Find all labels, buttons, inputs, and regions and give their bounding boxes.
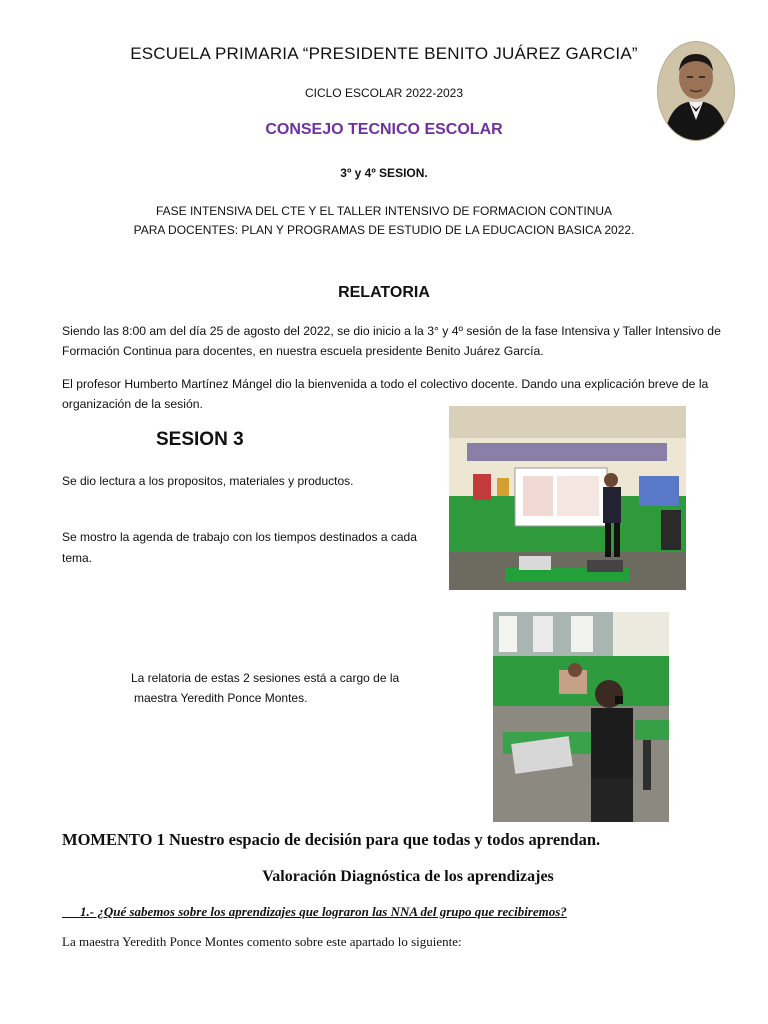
phase-description — [0, 202, 768, 240]
relatoria-title: RELATORIA — [338, 284, 430, 301]
diagnostic-question: 1.- ¿Qué sabemos sobre los aprendizajes que lograron las NNA del grupo que recibiremos? — [80, 904, 567, 919]
phase-line-1: FASE INTENSIVA DEL CTE Y EL TALLER INTENSIVO DE FORMACION CONTINUA — [155, 204, 613, 218]
relatoria-paragraph-1: Siendo las 8:00 am del día 25 de agosto del 2022, se dio inicio a la 3° y 4º sesión de la fase Intensiva y Taller Intensivo de Formación Continua para docentes, en nuestra escuela presidente Benito Juárez García. — [62, 324, 721, 358]
phase-line-2: PARA DOCENTES: PLAN Y PROGRAMAS DE ESTUDIO DE LA EDUCACION BASICA 2022. — [133, 223, 635, 237]
sesion-3-title: SESION 3 — [156, 429, 244, 450]
valoracion-subtitle: Valoración Diagnóstica de los aprendizajes — [262, 868, 554, 885]
sesion-3-item-1: Se dio lectura a los propositos, materiales y productos. — [62, 474, 354, 488]
session-label: 3º y 4º SESION. — [340, 166, 428, 180]
school-cycle: CICLO ESCOLAR 2022-2023 — [304, 86, 464, 100]
classroom-presentation-photo — [449, 406, 686, 590]
teachers-working-photo — [493, 612, 669, 822]
relatoria-note — [131, 668, 431, 708]
momento-text: La maestra Yeredith Ponce Montes comento sobre este apartado lo siguiente: — [62, 934, 462, 949]
council-title: CONSEJO TECNICO ESCOLAR — [265, 121, 503, 138]
sesion-3-item-2: Se mostro la agenda de trabajo con los tiempos destinados a cada tema. — [62, 530, 417, 565]
relatoria-note-line-1: La relatoria de estas 2 sesiones está a cargo de la — [131, 671, 400, 685]
question-underline-lead — [62, 917, 80, 918]
relatoria-paragraph-2: El profesor Humberto Martínez Mángel dio la bienvenida a todo el colectivo docente. Dando una explicación breve de la organización de la sesión. — [62, 377, 709, 411]
benito-juarez-portrait — [657, 41, 735, 141]
relatoria-note-line-2: maestra Yeredith Ponce Montes. — [134, 691, 308, 705]
school-name: ESCUELA PRIMARIA “PRESIDENTE BENITO JUÁREZ GARCIA” — [130, 44, 638, 63]
momento-title: MOMENTO 1 Nuestro espacio de decisión para que todas y todos aprendan. — [62, 830, 601, 849]
